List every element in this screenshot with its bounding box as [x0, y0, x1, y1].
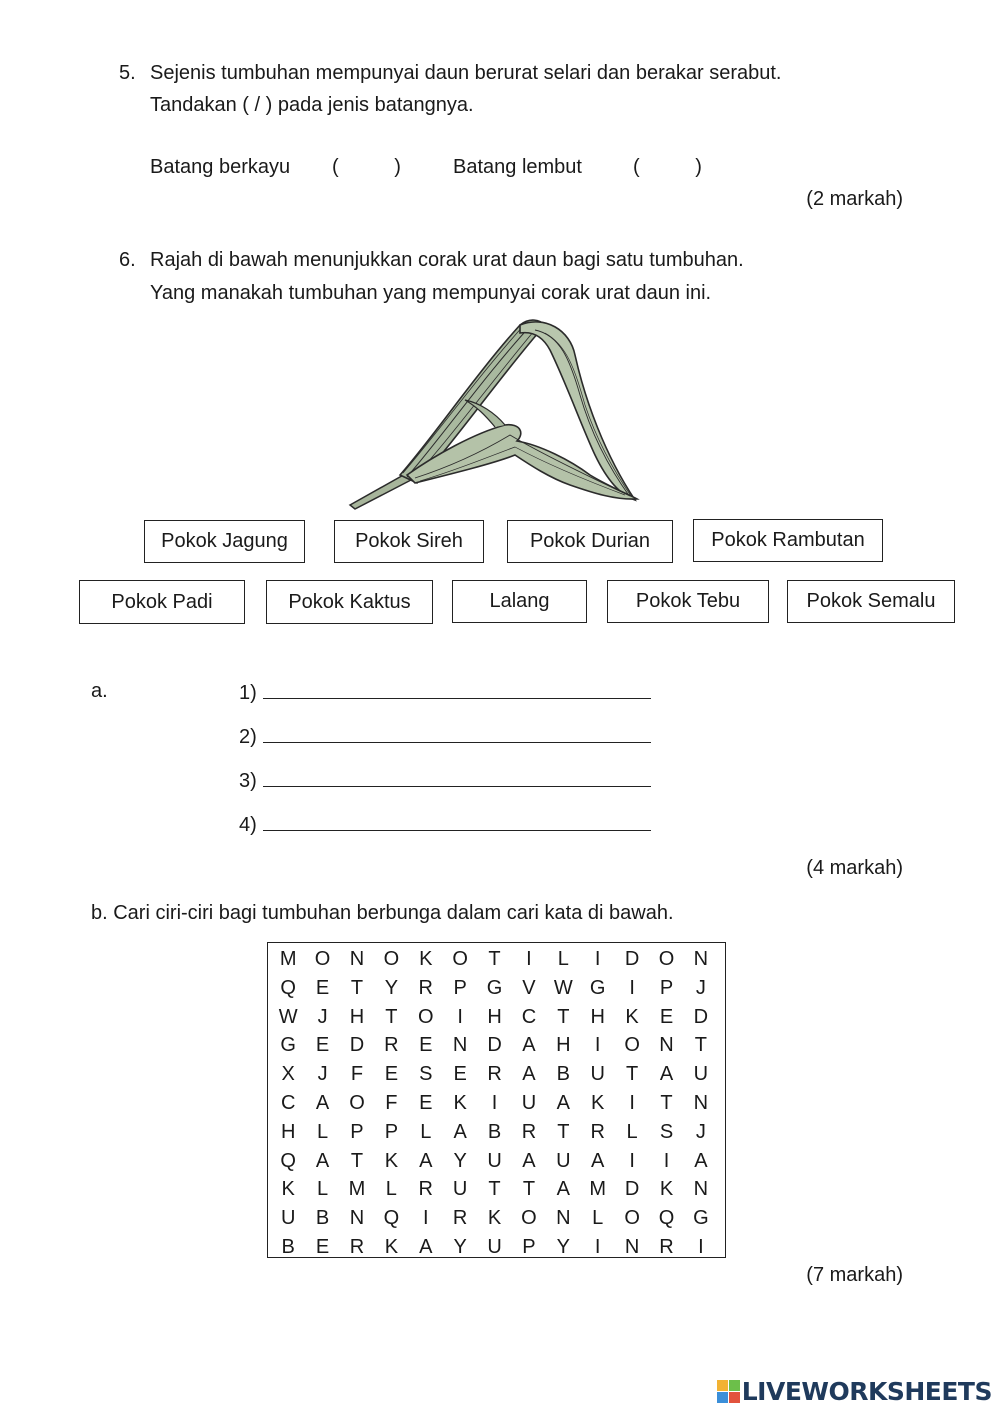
answer-line-2[interactable] [239, 724, 651, 749]
word-grid-letter[interactable]: L [626, 1120, 638, 1143]
answer-blank[interactable] [263, 812, 651, 831]
word-grid-row [268, 1089, 725, 1118]
word-grid-letter[interactable]: J [317, 1063, 328, 1086]
word-grid-letter[interactable]: M [589, 1178, 607, 1201]
word-grid-letter[interactable]: I [629, 1149, 635, 1172]
q6-text-line1: Rajah di bawah menunjukkan corak urat daun bagi satu tumbuhan. [150, 249, 744, 271]
word-grid-letter[interactable]: A [591, 1149, 605, 1172]
word-grid-letter[interactable]: B [315, 1207, 330, 1230]
word-grid-row [268, 974, 725, 1003]
word-grid-letter[interactable]: X [281, 1063, 295, 1086]
word-grid-letter[interactable]: N [452, 1034, 468, 1057]
word-grid-letter[interactable]: T [385, 1005, 398, 1028]
word-grid-letter[interactable]: Y [453, 1235, 467, 1258]
answer-blank[interactable] [263, 680, 651, 699]
word-grid-letter[interactable]: R [418, 1178, 433, 1201]
word-grid-letter[interactable]: O [658, 948, 675, 970]
q5-text-line1: Sejenis tumbuhan mempunyai daun berurat selari dan berakar serabut. [150, 62, 782, 84]
word-grid-letter[interactable]: L [557, 948, 569, 970]
plant-option-sireh[interactable]: Pokok Sireh [334, 520, 484, 563]
word-grid-letter[interactable]: N [693, 948, 709, 970]
word-grid-letter[interactable]: I [663, 1149, 670, 1172]
word-grid-letter[interactable]: A [522, 1149, 536, 1172]
word-grid-letter[interactable]: A [315, 1091, 330, 1114]
word-grid-letter[interactable]: O [624, 1207, 640, 1230]
word-grid-letter[interactable]: R [487, 1063, 502, 1086]
word-grid-letter[interactable]: P [384, 1120, 399, 1143]
word-grid-letter[interactable]: R [659, 1235, 674, 1258]
word-grid-letter[interactable]: W [553, 976, 573, 999]
word-grid-letter[interactable]: K [384, 1149, 399, 1172]
word-grid-letter[interactable]: L [317, 1178, 329, 1201]
word-grid-letter[interactable]: A [556, 1091, 570, 1114]
word-grid-letter[interactable]: K [281, 1178, 295, 1201]
word-grid-letter[interactable]: I [629, 1091, 635, 1114]
plant-option-tebu[interactable]: Pokok Tebu [607, 580, 769, 623]
word-grid-letter[interactable]: I [457, 1005, 463, 1028]
word-grid-letter[interactable]: I [698, 1235, 704, 1258]
word-grid-letter[interactable]: L [317, 1120, 329, 1143]
plant-option-padi[interactable]: Pokok Padi [79, 580, 245, 624]
word-grid-letter[interactable]: F [350, 1063, 364, 1086]
word-grid-letter[interactable]: N [556, 1207, 571, 1230]
word-grid-letter[interactable]: S [419, 1063, 433, 1086]
part-b-marks: (7 markah) [806, 1264, 903, 1286]
word-grid-letter[interactable]: C [521, 1005, 537, 1028]
word-grid-letter[interactable]: G [280, 1034, 296, 1057]
word-grid-letter[interactable]: B [487, 1120, 502, 1143]
answer-line-3[interactable] [239, 768, 651, 793]
answer-blank[interactable] [263, 768, 651, 787]
word-grid-letter[interactable]: O [521, 1207, 537, 1230]
word-grid-row [268, 1204, 725, 1233]
word-grid-letter[interactable]: M [348, 1178, 366, 1201]
word-grid-letter[interactable]: K [453, 1091, 467, 1114]
word-grid-letter[interactable]: N [659, 1034, 674, 1057]
word-grid-row [268, 1031, 725, 1060]
word-grid-letter[interactable]: U [521, 1091, 537, 1114]
part-a-label: a. [91, 680, 108, 702]
plant-option-lalang[interactable]: Lalang [452, 580, 587, 623]
word-grid-letter[interactable]: K [659, 1178, 674, 1201]
q5-number: 5. [119, 62, 136, 84]
word-grid-letter[interactable]: N [693, 1091, 709, 1114]
word-grid-letter[interactable]: O [452, 948, 468, 970]
answer-line-1[interactable] [239, 680, 651, 705]
liveworksheets-logo [717, 1377, 992, 1405]
word-grid-letter[interactable]: Q [383, 1207, 400, 1230]
word-grid-letter[interactable]: Q [280, 976, 296, 999]
plant-option-durian[interactable]: Pokok Durian [507, 520, 673, 563]
word-grid-letter[interactable]: G [589, 976, 606, 999]
word-grid-letter[interactable]: U [487, 1235, 502, 1258]
word-grid-letter[interactable]: Y [384, 976, 399, 999]
q5-option-lembut-brackets[interactable]: ( ) [633, 156, 702, 178]
logo-squares-icon [717, 1380, 740, 1403]
word-grid-letter[interactable]: L [420, 1120, 432, 1143]
word-grid-letter[interactable]: U [487, 1149, 502, 1172]
word-grid-letter[interactable]: E [315, 1235, 330, 1258]
word-grid-row [268, 1233, 725, 1262]
word-grid-letter[interactable]: O [624, 1034, 640, 1057]
word-grid-letter[interactable]: H [349, 1005, 365, 1028]
word-grid-letter[interactable]: K [487, 1207, 502, 1230]
word-grid-letter[interactable]: A [522, 1063, 536, 1086]
q5-option-berkayu-label: Batang berkayu [150, 156, 291, 178]
word-grid-letter[interactable]: E [659, 1005, 674, 1028]
word-grid-letter[interactable]: G [693, 1207, 709, 1230]
word-grid-letter[interactable]: T [694, 1034, 707, 1057]
word-grid-letter[interactable]: F [385, 1091, 398, 1114]
word-grid-letter[interactable]: U [590, 1063, 605, 1086]
word-grid-letter[interactable]: T [350, 1149, 364, 1172]
plant-option-rambutan[interactable]: Pokok Rambutan [693, 519, 883, 562]
word-grid-letter[interactable]: E [315, 1034, 330, 1057]
word-grid-letter[interactable]: D [624, 948, 640, 970]
word-grid-letter[interactable]: Q [280, 1149, 296, 1172]
word-grid-letter[interactable]: D [487, 1034, 502, 1057]
word-grid-letter[interactable]: T [557, 1005, 570, 1028]
word-grid-letter[interactable]: P [453, 976, 467, 999]
word-grid-row [268, 1118, 725, 1147]
word-grid-letter[interactable]: Y [453, 1149, 467, 1172]
word-grid-letter[interactable]: T [522, 1178, 536, 1201]
word-grid-letter[interactable]: S [659, 1120, 674, 1143]
word-grid-letter[interactable]: O [314, 948, 331, 970]
plant-option-jagung[interactable]: Pokok Jagung [144, 520, 305, 563]
word-grid-letter[interactable]: E [453, 1063, 467, 1086]
word-grid-letter[interactable]: D [624, 1178, 640, 1201]
word-grid-letter[interactable]: I [422, 1207, 429, 1230]
q5-marks: (2 markah) [806, 188, 903, 210]
plant-option-semalu[interactable]: Pokok Semalu [787, 580, 955, 623]
word-grid-letter[interactable]: T [488, 1178, 501, 1201]
word-grid-letter[interactable]: H [280, 1120, 296, 1143]
word-grid-letter[interactable]: C [280, 1091, 296, 1114]
word-grid-letter[interactable]: B [556, 1063, 570, 1086]
q6-text-line2: Yang manakah tumbuhan yang mempunyai corak urat daun ini. [150, 282, 712, 304]
word-grid-letter[interactable]: R [418, 976, 433, 999]
word-grid-letter[interactable]: D [349, 1034, 365, 1057]
word-grid-letter[interactable]: H [487, 1005, 502, 1028]
word-grid-letter[interactable]: J [317, 1005, 328, 1028]
word-grid-letter[interactable]: I [491, 1091, 498, 1114]
word-grid-letter[interactable]: U [556, 1149, 571, 1172]
word-grid-letter[interactable]: T [660, 1091, 673, 1114]
word-grid-letter[interactable]: I [629, 976, 635, 999]
word-grid-letter[interactable]: G [486, 976, 503, 999]
word-grid-letter[interactable]: E [384, 1063, 399, 1086]
word-grid-letter[interactable]: E [419, 1091, 433, 1114]
word-grid-letter[interactable]: A [522, 1034, 536, 1057]
word-grid-letter[interactable]: Y [556, 1235, 570, 1258]
word-grid-row [268, 945, 725, 974]
word-grid-letter[interactable]: T [625, 1063, 639, 1086]
word-grid-letter[interactable]: O [383, 948, 400, 970]
word-grid-letter[interactable]: U [693, 1063, 709, 1086]
word-grid-letter[interactable]: T [557, 1120, 570, 1143]
word-grid-letter[interactable]: N [693, 1178, 709, 1201]
word-grid-letter[interactable]: P [659, 976, 674, 999]
word-grid-letter[interactable]: R [521, 1120, 537, 1143]
word-grid-letter[interactable]: W [278, 1005, 298, 1028]
word-grid-letter[interactable]: O [417, 1005, 434, 1028]
word-grid-letter[interactable]: I [594, 1034, 601, 1057]
word-grid-letter[interactable]: V [522, 976, 536, 999]
word-grid-letter[interactable]: A [659, 1063, 674, 1086]
word-grid-letter[interactable]: T [350, 976, 364, 999]
brand-text: LIVEWORKSHEETS [741, 1376, 992, 1406]
word-grid-letter[interactable]: E [419, 1034, 433, 1057]
word-grid-letter[interactable]: R [384, 1034, 399, 1057]
word-grid-letter[interactable]: I [594, 948, 601, 970]
word-grid-letter[interactable]: B [281, 1235, 295, 1258]
word-grid-letter[interactable]: D [693, 1005, 709, 1028]
word-grid-letter[interactable]: A [315, 1149, 330, 1172]
word-grid-letter[interactable]: O [349, 1091, 365, 1114]
word-search-grid[interactable] [267, 942, 726, 1258]
word-grid-letter[interactable]: N [624, 1235, 640, 1258]
answer-number: 3) [239, 770, 257, 792]
word-grid-letter[interactable]: T [488, 948, 501, 970]
word-grid-row [268, 1060, 725, 1089]
q6-number: 6. [119, 249, 136, 271]
q5-text-line2: Tandakan ( / ) pada jenis batangnya. [150, 94, 474, 116]
word-grid-letter[interactable]: U [280, 1207, 296, 1230]
part-a-marks: (4 markah) [806, 857, 903, 879]
word-grid-letter[interactable]: A [556, 1178, 570, 1201]
answer-blank[interactable] [263, 724, 651, 743]
word-grid-letter[interactable]: K [384, 1235, 399, 1258]
word-grid-letter[interactable]: I [594, 1235, 601, 1258]
word-grid-letter[interactable]: K [419, 948, 433, 970]
word-grid-letter[interactable]: P [522, 1235, 536, 1258]
word-grid-letter[interactable]: R [590, 1120, 605, 1143]
word-grid-letter[interactable]: R [452, 1207, 468, 1230]
answer-number: 4) [239, 814, 257, 836]
word-grid-letter[interactable]: N [349, 948, 365, 970]
word-grid-letter[interactable]: E [315, 976, 330, 999]
word-grid-row [268, 1175, 725, 1204]
word-grid-letter[interactable]: M [279, 948, 297, 970]
answer-line-4[interactable] [239, 812, 651, 837]
word-grid-letter[interactable]: H [590, 1005, 605, 1028]
plant-option-kaktus[interactable]: Pokok Kaktus [266, 580, 433, 624]
part-b-instruction: b. Cari ciri-ciri bagi tumbuhan berbunga dalam cari kata di bawah. [91, 902, 674, 924]
answer-number: 2) [239, 726, 257, 748]
word-grid-letter[interactable]: A [694, 1149, 708, 1172]
answer-number: 1) [239, 682, 257, 704]
leaf-illustration [345, 315, 645, 510]
word-grid-letter[interactable]: K [591, 1091, 605, 1114]
word-grid-letter[interactable]: U [452, 1178, 468, 1201]
word-grid-letter[interactable]: A [453, 1120, 467, 1143]
word-grid-row [268, 1003, 725, 1032]
q5-option-berkayu-brackets[interactable]: ( ) [332, 156, 401, 178]
word-grid-row [268, 1147, 725, 1176]
word-grid-letter[interactable]: P [350, 1120, 364, 1143]
q5-option-lembut-label: Batang lembut [453, 156, 582, 178]
word-grid-letter[interactable]: A [419, 1149, 433, 1172]
word-grid-letter[interactable]: K [625, 1005, 639, 1028]
word-grid-letter[interactable]: J [695, 1120, 706, 1143]
word-grid-letter[interactable]: I [526, 948, 532, 970]
word-grid-letter[interactable]: L [592, 1207, 604, 1230]
word-grid-letter[interactable]: R [349, 1235, 365, 1258]
word-grid-letter[interactable]: L [385, 1178, 397, 1201]
word-grid-letter[interactable]: A [419, 1235, 433, 1258]
word-grid-letter[interactable]: Q [658, 1207, 675, 1230]
word-grid-letter[interactable]: H [556, 1034, 571, 1057]
word-grid-letter[interactable]: N [349, 1207, 365, 1230]
word-grid-letter[interactable]: J [695, 976, 706, 999]
